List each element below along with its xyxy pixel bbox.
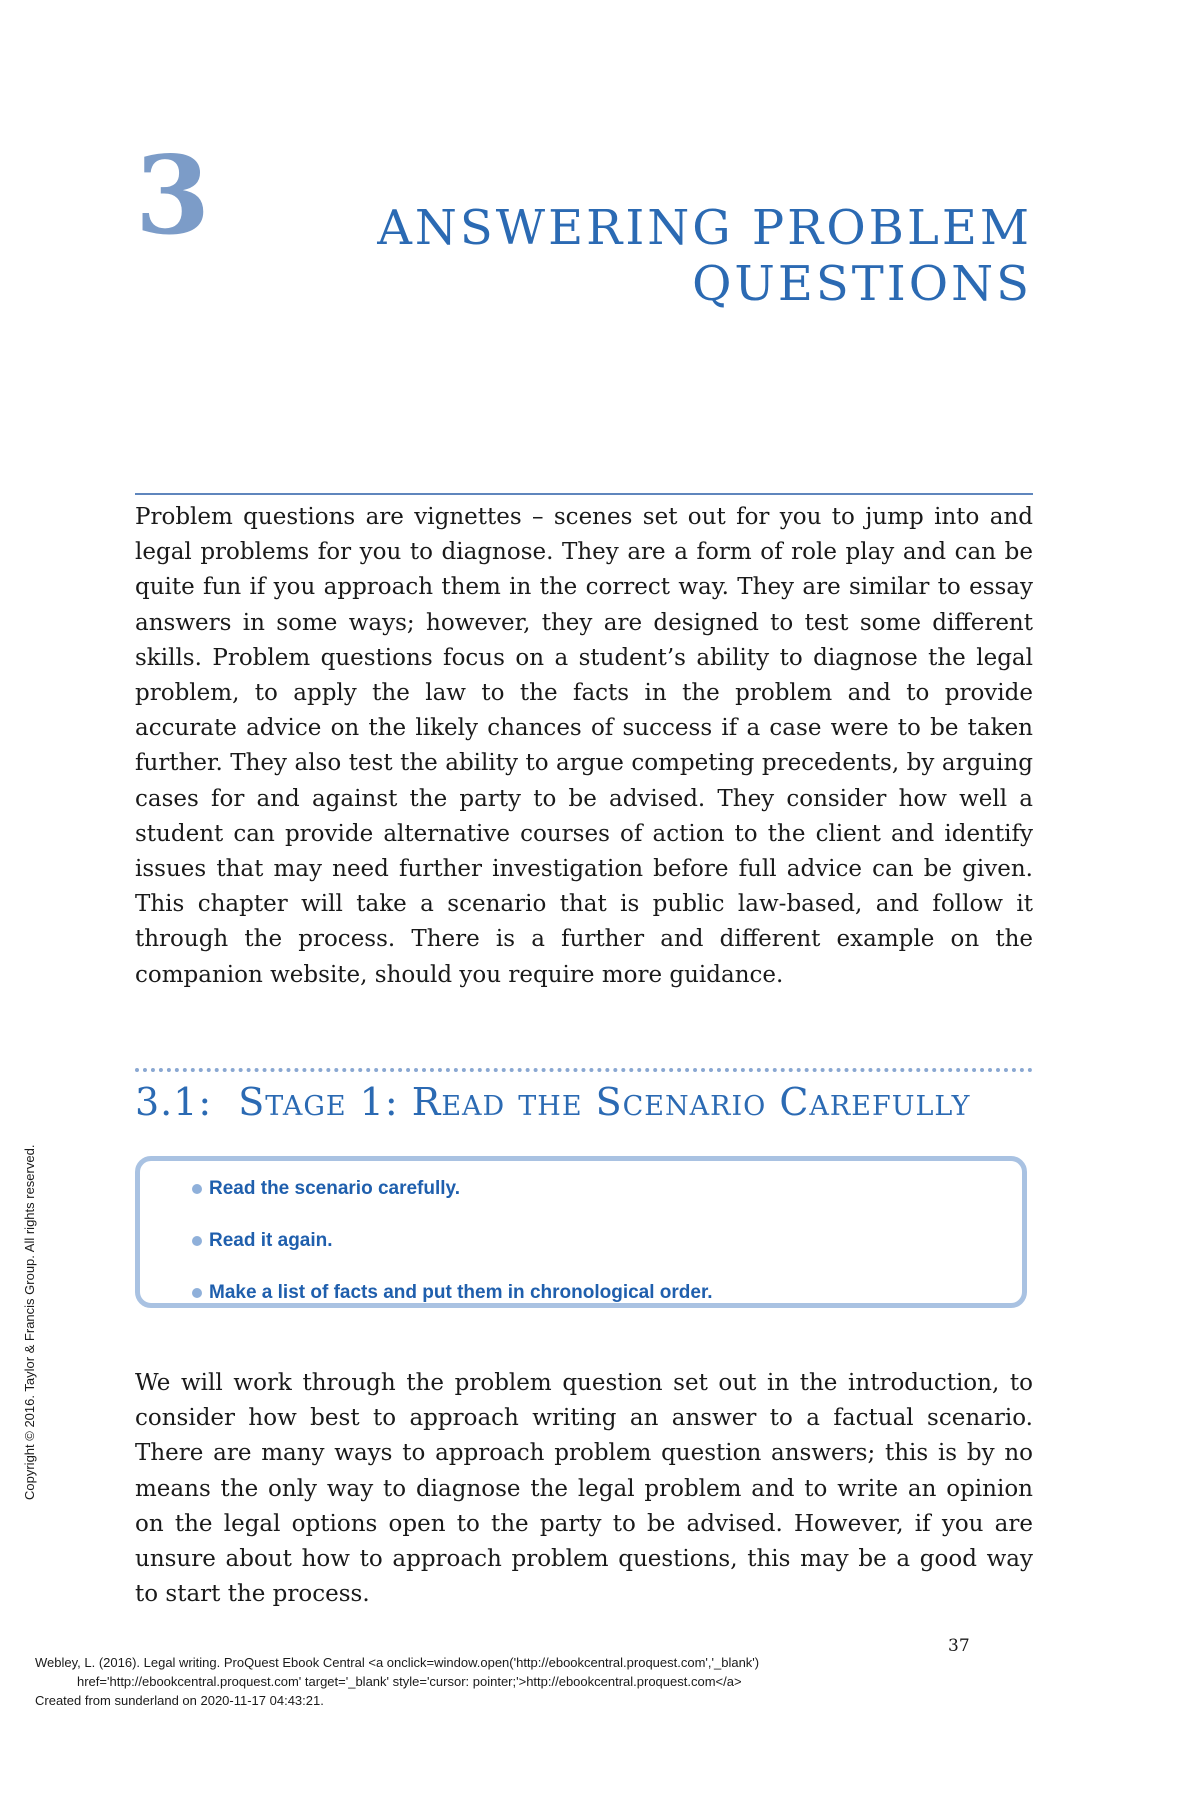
section-title: Stage 1: Read the Scenario Carefully [238,1080,971,1124]
citation-footer [35,1653,1035,1710]
citation-line-1: Webley, L. (2016). Legal writing. ProQuest Ebook Central <a onclick=window.open('http://ebookcentral.proquest.com','_blank') [35,1655,760,1670]
page-number: 37 [948,1636,970,1656]
intro-paragraph [135,500,1033,993]
bullet-icon [192,1184,202,1194]
checklist [192,1175,713,1331]
chapter-title [332,200,1032,312]
chapter-title-line-2: QUESTIONS [692,256,1032,312]
top-divider [135,493,1033,495]
citation-line-3: Created from sunderland on 2020-11-17 04:43:21. [35,1693,324,1708]
checklist-item [192,1175,713,1227]
chapter-title-line-1: ANSWERING PROBLEM [377,200,1032,256]
bullet-icon [192,1236,202,1246]
checklist-item-text: Make a list of facts and put them in chronological order. [209,1282,713,1303]
intro-text: Problem questions are vignettes – scenes set out for you to jump into and legal problems for you to diagnose. They are a form of role play and can be quite fun if you approach them in the correct way. They are similar to essay answers in some ways; however, they are designed to test some different skills. Problem questions focus on a student’s ability to diagnose the legal problem, to apply the law to the facts in the problem and to provide accurate advice on the likely chances of success if a case were to be taken further. They also test the ability to argue competing precedents, by arguing cases for and against the party to be advised. They consider how well a student can provide alternative courses of action to the client and identify issues that may need further investigation before full advice can be given. This chapter will take a scenario that is public law-based, and follow it through the process. There is a further and different example on the companion website, should you require more guidance. [135,504,1033,988]
section-heading [135,1080,1035,1124]
body-text: We will work through the problem question set out in the introduction, to consider how best to approach writing an answer to a factual scenario. There are many ways to approach problem question answers; this is by no means the only way to diagnose the legal problem and to write an opinion on the legal options open to the party to be advised. However, if you are unsure about how to approach problem questions, this may be a good way to start the process. [135,1370,1033,1608]
citation-line-2: href='http://ebookcentral.proquest.com' target='_blank' style='cursor: pointer;'>http://ebookcentral.proquest.com</a> [77,1674,742,1689]
checklist-item [192,1227,713,1279]
checklist-box [135,1156,1027,1308]
chapter-number: 3 [135,133,209,259]
checklist-item-text: Read the scenario carefully. [209,1178,460,1199]
section-number: 3.1: [135,1080,213,1124]
section-divider [135,1068,1033,1072]
body-paragraph [135,1366,1033,1612]
copyright-notice: Copyright © 2016. Taylor & Francis Group. All rights reserved. [22,1144,37,1500]
bullet-icon [192,1288,202,1298]
checklist-item-text: Read it again. [209,1230,333,1251]
checklist-item [192,1279,713,1331]
